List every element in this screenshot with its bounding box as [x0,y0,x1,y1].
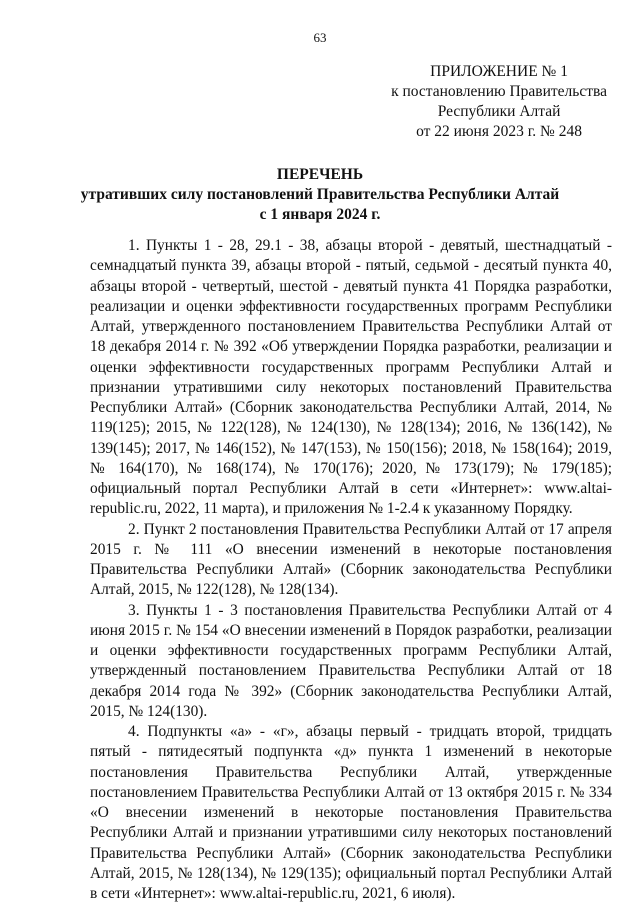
list-item: 4. Подпункты «а» - «г», абзацы первый - тридцать второй, тридцать пятый - пятидесятый подпункта «д» пункта 1 изменений в некоторые постановления Правительства Республики Алтай, утвержденные постановлением Правительства Республики Алтай от 13 октября 2015 г. № 334 «О внесении изменений в некоторые постановления Правительства Республики Алтай и признании утратившими силу некоторых постановлений Правительства Республики Алтай» (Сборник законодательства Республики Алтай, 2015, № 128(134), № 129(135); официальный портал Республики Алтай в сети «Интернет»: www.altai-republic.ru, 2021, 6 июля). [90,723,612,902]
title-subject: утративших силу постановлений Правительства Республики Алтай [80,186,560,203]
page-number: 63 [313,30,327,45]
list-item: 3. Пункты 1 - 3 постановления Правительства Республики Алтай от 4 июня 2015 г. № 154 «О внесении изменений в Порядок разработки, реализации и оценки эффективности государственных программ Республики Алтай, утвержденный постановлением Правительства Республики Алтай от 18 декабря 2014 года № 392» (Сборник законодательства Республики Алтай, 2015, № 124(130). [90,601,612,720]
appendix-reference: к постановлению Правительства [391,83,607,100]
appendix-date: от 22 июня 2023 г. № 248 [416,123,582,140]
appendix-republic: Республики Алтай [437,103,561,120]
document-title [0,165,640,225]
title-heading: ПЕРЕЧЕНЬ [276,166,364,183]
appendix-title: ПРИЛОЖЕНИЕ № 1 [430,63,568,80]
list-item: 2. Пункт 2 постановления Правительства Республики Алтай от 17 апреля 2015 г. № 111 «О внесении изменений в некоторые постановления Правительства Республики Алтай» (Сборник законодательства Республики Алтай, 2015, № 122(128), № 128(134). [90,520,612,599]
title-effective-date: с 1 января 2024 г. [259,206,381,223]
list-item: 1. Пункты 1 - 28, 29.1 - 38, абзацы второй - девятый, шестнадцатый - семнадцатый пункта 39, абзацы второй - пятый, седьмой - десятый пункта 40, абзацы второй - четвертый, шестой - девятый пункта 41 Порядка разработки, реализации и оценки эффективности государственных программ Республики Алтай, утвержденного постановлением Правительства Республики Алтай от 18 декабря 2014 г. № 392 «Об утверждении Порядка разработки, реализации и оценки эффективности государственных программ Республики Алтай и признании утратившими силу некоторых постановлений Правительства Республики Алтай» (Сборник законодательства Республики Алтай, 2014, № 119(125); 2015, № 122(128), № 124(130), № 128(134); 2016, № 136(142), № 139(145); 2017, № 146(152), № 147(153), № 150(156); 2018, № 158(164); 2019, № 164(170), № 168(174), № 170(176); 2020, № 173(179); № 179(185); официальный портал Республики Алтай в сети «Интернет»: www.altai-republic.ru, 2022, 11 марта), и приложения № 1-2.4 к указанному Порядку. [90,237,612,518]
appendix-header [391,62,607,142]
document-body [90,236,612,904]
